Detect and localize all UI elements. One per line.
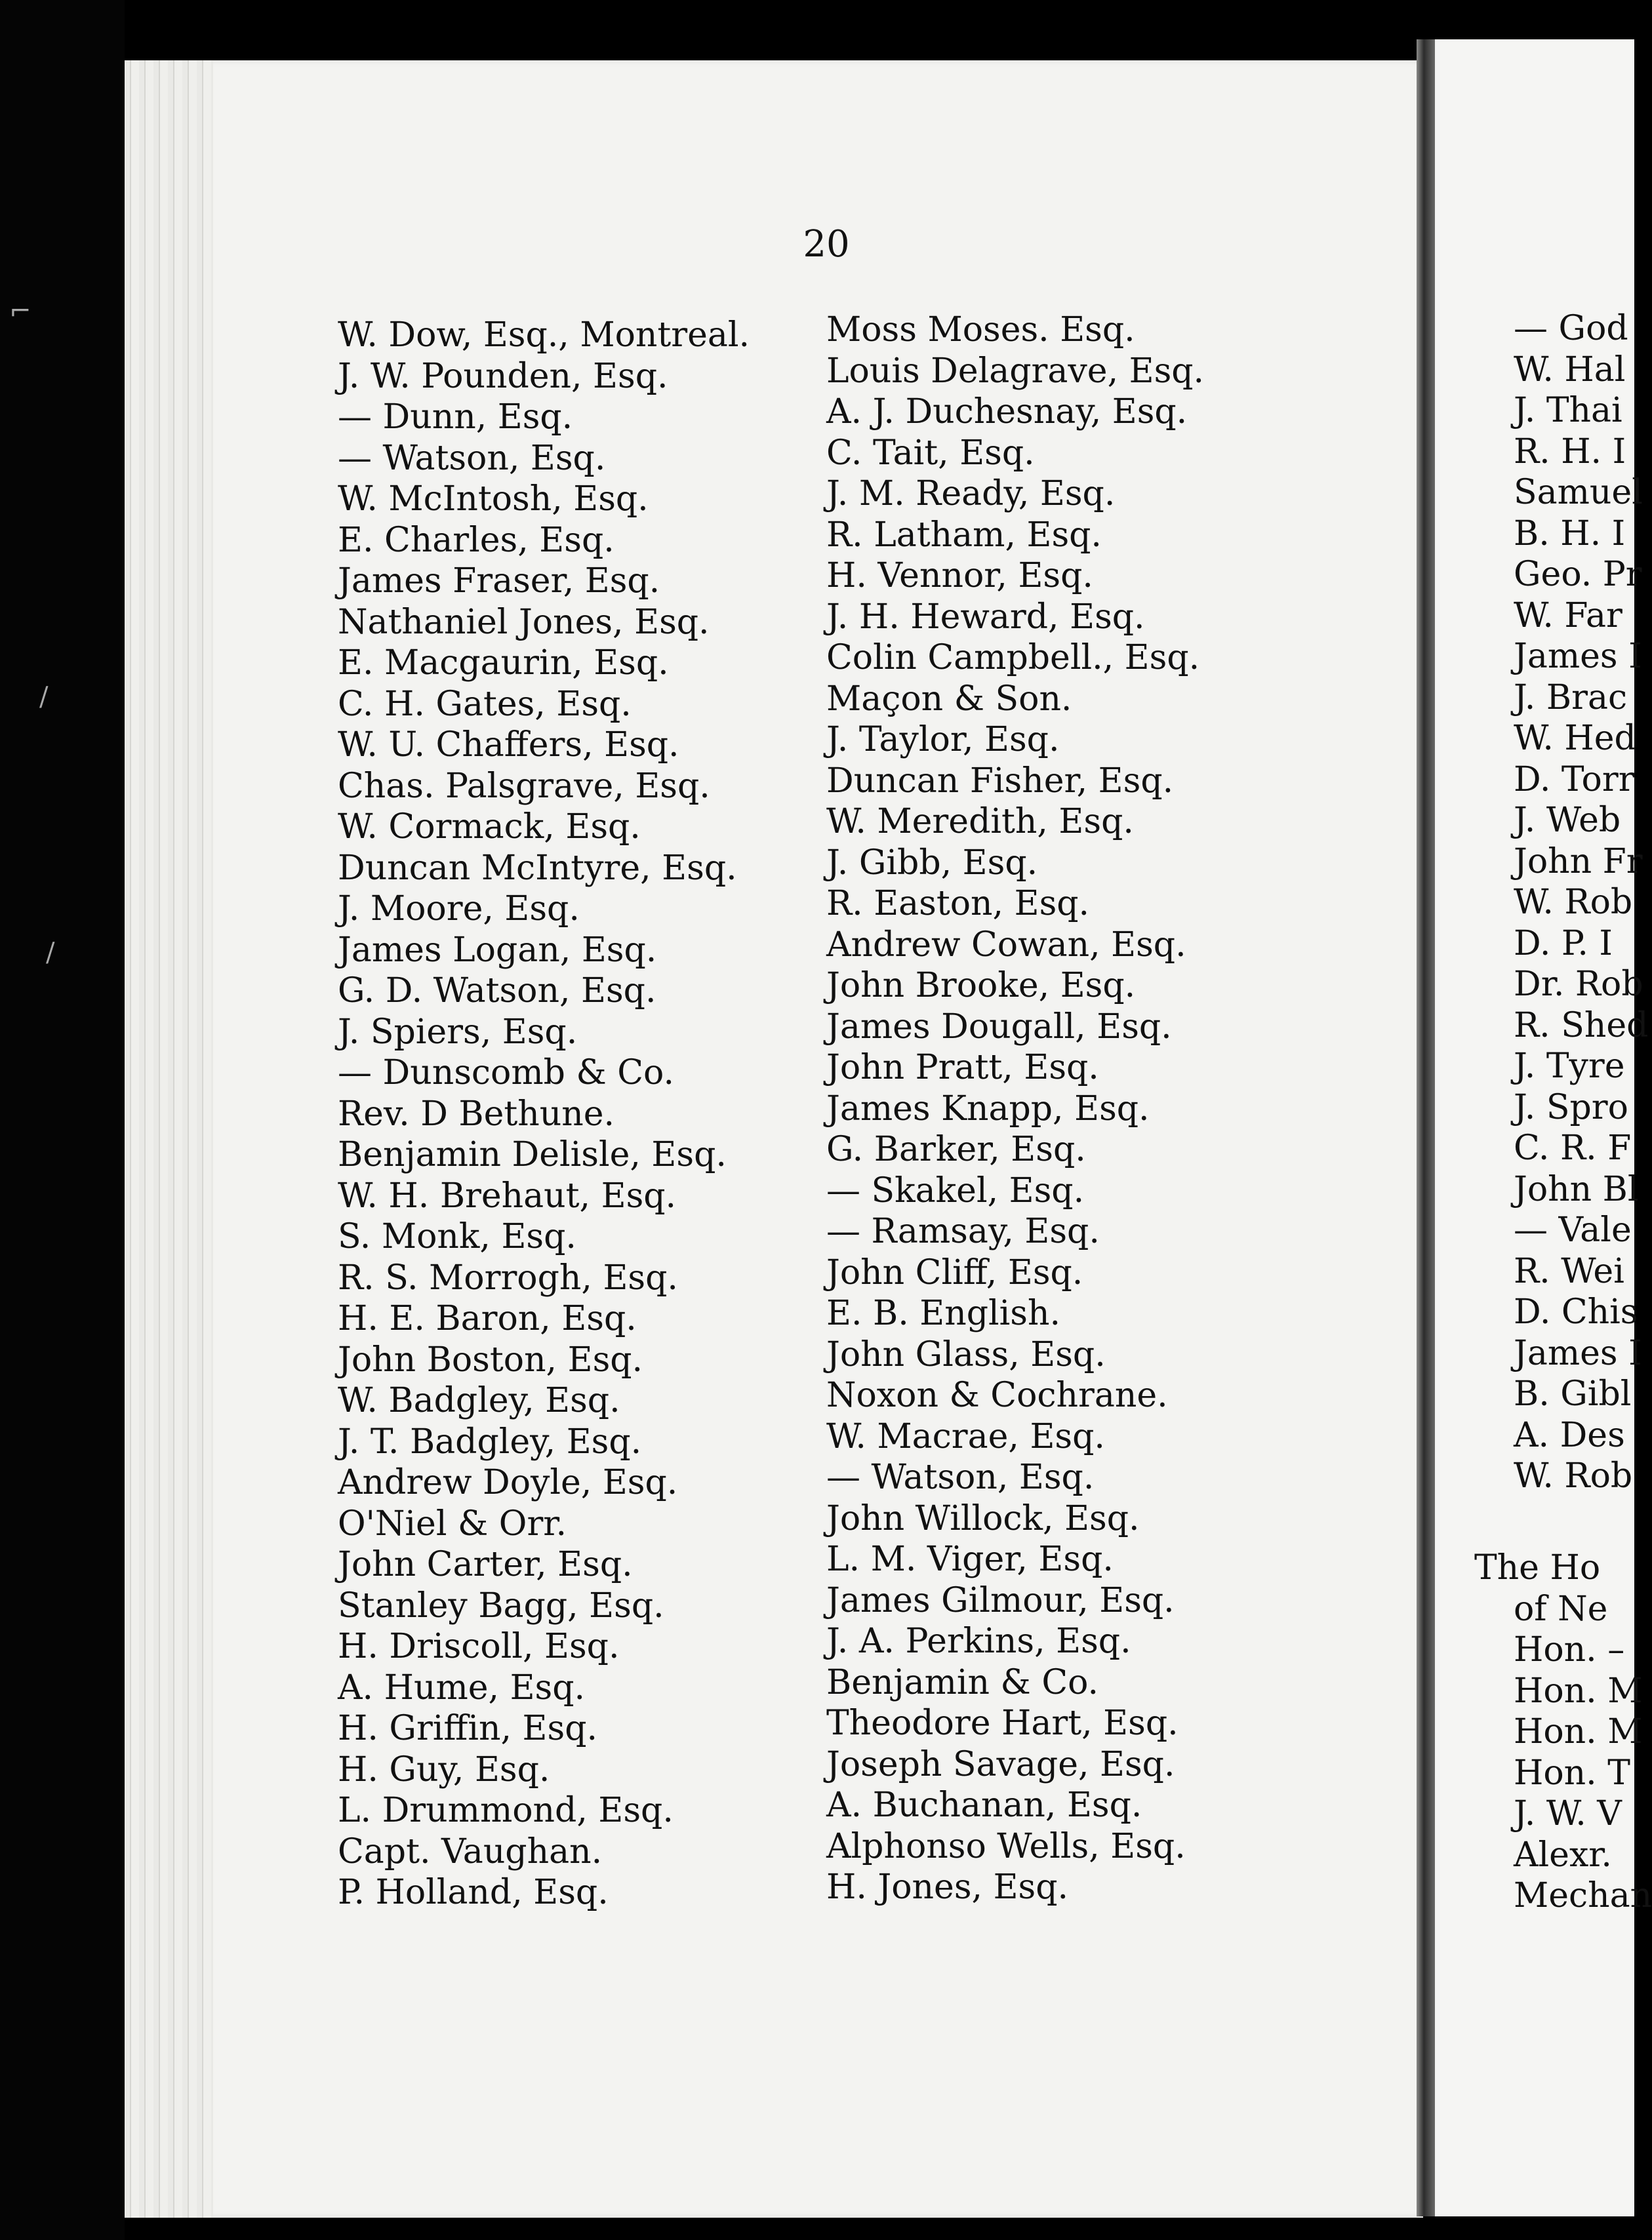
subscriber-entry: W. H. Brehaut, Esq. [338, 1176, 677, 1216]
subscriber-entry: Stanley Bagg, Esq. [338, 1586, 664, 1626]
subscriber-entry: Dr. Rob [1514, 965, 1643, 1004]
subscriber-entry: C. Tait, Esq. [826, 433, 1035, 473]
scan-mark: / [46, 938, 55, 968]
subscriber-entry: Noxon & Cochrane. [826, 1376, 1168, 1415]
subscriber-entry: B. Gibl [1514, 1374, 1632, 1414]
subscriber-entry: A. J. Duchesnay, Esq. [826, 392, 1188, 431]
subscriber-column-left [338, 315, 750, 1913]
subscriber-entry: J. Brac [1514, 677, 1628, 717]
subscriber-entry: Capt. Vaughan. [338, 1831, 603, 1871]
subscriber-entry: Maçon & Son. [826, 679, 1072, 719]
subscriber-column-middle [826, 310, 1204, 1908]
subscriber-entry: of Ne [1514, 1589, 1608, 1629]
subscriber-entry: O'Niel & Orr. [338, 1504, 567, 1544]
subscriber-entry: J. A. Perkins, Esq. [826, 1622, 1131, 1661]
subscriber-entry: Duncan McIntyre, Esq. [338, 848, 737, 888]
subscriber-entry: R. S. Morrogh, Esq. [338, 1258, 678, 1298]
subscriber-entry: J. M. Ready, Esq. [826, 474, 1116, 513]
subscriber-entry: D. Chis [1514, 1292, 1638, 1332]
subscriber-entry: R. H. I [1514, 431, 1626, 471]
subscriber-entry: John Glass, Esq. [826, 1334, 1106, 1374]
subscriber-entry: Mechan [1514, 1876, 1652, 1915]
subscriber-entry: Duncan Fisher, Esq. [826, 761, 1174, 801]
left-page [125, 60, 1423, 2218]
subscriber-entry: J. Spiers, Esq. [338, 1012, 578, 1052]
subscriber-entry: Colin Campbell., Esq. [826, 638, 1200, 677]
subscriber-entry: — Watson, Esq. [826, 1458, 1095, 1497]
subscriber-entry: James Logan, Esq. [338, 930, 657, 970]
subscriber-entry: James Fraser, Esq. [338, 561, 660, 601]
subscriber-entry: J. Moore, Esq. [338, 889, 580, 929]
subscriber-entry: J. Spro [1514, 1087, 1628, 1127]
subscriber-entry: Alexr. [1514, 1835, 1612, 1875]
subscriber-entry: W. Macrae, Esq. [826, 1416, 1105, 1456]
subscriber-entry: John Cliff, Esq. [826, 1252, 1083, 1292]
subscriber-entry: W. Badgley, Esq. [338, 1381, 620, 1420]
subscriber-entry: W. McIntosh, Esq. [338, 479, 649, 519]
subscriber-entry: Benjamin Delisle, Esq. [338, 1135, 727, 1174]
subscriber-entry: G. D. Watson, Esq. [338, 971, 656, 1010]
page-number: 20 [803, 223, 850, 266]
subscriber-entry: Hon. – [1514, 1630, 1625, 1670]
subscriber-entry: John Fr [1514, 841, 1643, 881]
subscriber-entry: Hon. T [1514, 1753, 1630, 1793]
subscriber-entry: R. Wei [1514, 1251, 1624, 1291]
subscriber-entry: R. Easton, Esq. [826, 884, 1090, 923]
subscriber-entry: J. Web [1514, 801, 1621, 840]
subscriber-entry: R. Shed [1514, 1005, 1649, 1045]
subscriber-entry: S. Monk, Esq. [338, 1217, 576, 1256]
scan-mark: / [39, 682, 49, 712]
subscriber-entry: W. U. Chaffers, Esq. [338, 725, 679, 765]
subscriber-entry: — Ramsay, Esq. [826, 1212, 1100, 1251]
subscriber-entry: C. R. F [1514, 1129, 1632, 1168]
subscriber-entry: John Boston, Esq. [338, 1340, 643, 1380]
subscriber-entry: James Knapp, Esq. [826, 1089, 1150, 1129]
subscriber-entry: P. Holland, Esq. [338, 1873, 609, 1912]
subscriber-entry: Joseph Savage, Esq. [826, 1744, 1175, 1784]
subscriber-entry: John Pratt, Esq. [826, 1048, 1099, 1087]
subscriber-entry: Chas. Palsgrave, Esq. [338, 766, 710, 806]
subscriber-entry: D. Torr [1514, 759, 1635, 799]
subscriber-entry: Theodore Hart, Esq. [826, 1704, 1179, 1743]
subscriber-entry: Geo. Pr [1514, 555, 1642, 594]
subscriber-entry: W. Rob [1514, 1456, 1633, 1496]
subscriber-entry: A. Des [1514, 1415, 1625, 1455]
subscriber-entry: Andrew Doyle, Esq. [338, 1463, 678, 1502]
subscriber-entry: — Dunscomb & Co. [338, 1053, 674, 1092]
book-gutter [1417, 39, 1435, 2216]
subscriber-entry: H. Guy, Esq. [338, 1750, 550, 1790]
subscriber-entry: R. Latham, Esq. [826, 515, 1102, 555]
subscriber-entry: W. Rob [1514, 883, 1633, 922]
subscriber-entry: E. B. English. [826, 1294, 1060, 1333]
page-edges [125, 60, 213, 2218]
subscriber-entry: J. Thai [1514, 391, 1622, 430]
subscriber-entry: H. Vennor, Esq. [826, 556, 1093, 595]
subscriber-entry: The Ho [1474, 1548, 1601, 1588]
subscriber-entry: L. Drummond, Esq. [338, 1791, 674, 1830]
subscriber-entry: Hon. M [1514, 1671, 1643, 1711]
subscriber-entry: D. P. I [1514, 923, 1613, 963]
subscriber-entry: E. Macgaurin, Esq. [338, 643, 669, 683]
subscriber-entry: J. Taylor, Esq. [826, 720, 1060, 759]
subscriber-entry: John Bl [1514, 1169, 1639, 1209]
subscriber-entry: — Skakel, Esq. [826, 1170, 1085, 1210]
subscriber-entry: J. Tyre [1514, 1047, 1625, 1086]
subscriber-entry: — Dunn, Esq. [338, 397, 573, 437]
subscriber-entry: W. Hed [1514, 719, 1636, 758]
subscriber-entry: W. Cormack, Esq. [338, 807, 641, 847]
subscriber-entry: G. Barker, Esq. [826, 1130, 1086, 1169]
subscriber-entry: Benjamin & Co. [826, 1662, 1099, 1702]
subscriber-entry: L. M. Viger, Esq. [826, 1540, 1114, 1579]
subscriber-entry: A. Buchanan, Esq. [826, 1786, 1142, 1825]
subscriber-entry: W. Hal [1514, 350, 1626, 390]
subscriber-entry: John Willock, Esq. [826, 1498, 1140, 1538]
subscriber-entry: — Vale [1514, 1210, 1632, 1250]
subscriber-entry: James I [1514, 637, 1642, 676]
subscriber-entry: H. Griffin, Esq. [338, 1709, 598, 1748]
subscriber-entry: H. Jones, Esq. [826, 1868, 1069, 1907]
subscriber-entry: — God [1514, 309, 1628, 348]
subscriber-entry: J. W. Pounden, Esq. [338, 356, 668, 396]
subscriber-entry: John Brooke, Esq. [826, 966, 1136, 1005]
subscriber-entry: A. Hume, Esq. [338, 1668, 586, 1708]
subscriber-entry: Louis Delagrave, Esq. [826, 351, 1205, 391]
subscriber-entry: James Gilmour, Esq. [826, 1580, 1175, 1620]
subscriber-entry: E. Charles, Esq. [338, 520, 614, 560]
subscriber-entry: James I [1514, 1333, 1642, 1373]
subscriber-column-right-partial [1514, 308, 1648, 1497]
subscriber-entry: James Dougall, Esq. [826, 1007, 1172, 1047]
subscriber-entry: Samuel [1514, 473, 1643, 512]
subscriber-entry: W. Meredith, Esq. [826, 802, 1134, 841]
subscriber-entry: Alphonso Wells, Esq. [826, 1826, 1186, 1866]
subscriber-entry: Rev. D Bethune. [338, 1094, 615, 1134]
subscriber-entry: Andrew Cowan, Esq. [826, 925, 1186, 965]
subscriber-entry: W. Dow, Esq., Montreal. [338, 315, 750, 355]
subscriber-entry: H. E. Baron, Esq. [338, 1299, 637, 1338]
subscriber-entry: J. T. Badgley, Esq. [338, 1422, 642, 1462]
scan-mark: ⌐ [9, 296, 31, 327]
subscriber-entry: Moss Moses. Esq. [826, 310, 1135, 350]
scan-border-left [0, 0, 125, 2240]
subscriber-entry: W. Far [1514, 595, 1622, 635]
subscriber-entry: J. H. Heward, Esq. [826, 597, 1145, 637]
subscriber-entry: John Carter, Esq. [338, 1545, 633, 1584]
subscriber-column-right-lower [1474, 1548, 1652, 1917]
subscriber-entry: J. W. V [1514, 1794, 1622, 1833]
subscriber-entry: J. Gibb, Esq. [826, 843, 1038, 883]
subscriber-entry: Nathaniel Jones, Esq. [338, 602, 710, 642]
subscriber-entry: — Watson, Esq. [338, 438, 606, 478]
subscriber-entry: Hon. M [1514, 1712, 1643, 1751]
subscriber-entry: H. Driscoll, Esq. [338, 1627, 620, 1666]
subscriber-entry: C. H. Gates, Esq. [338, 684, 632, 724]
subscriber-entry: B. H. I [1514, 513, 1626, 553]
